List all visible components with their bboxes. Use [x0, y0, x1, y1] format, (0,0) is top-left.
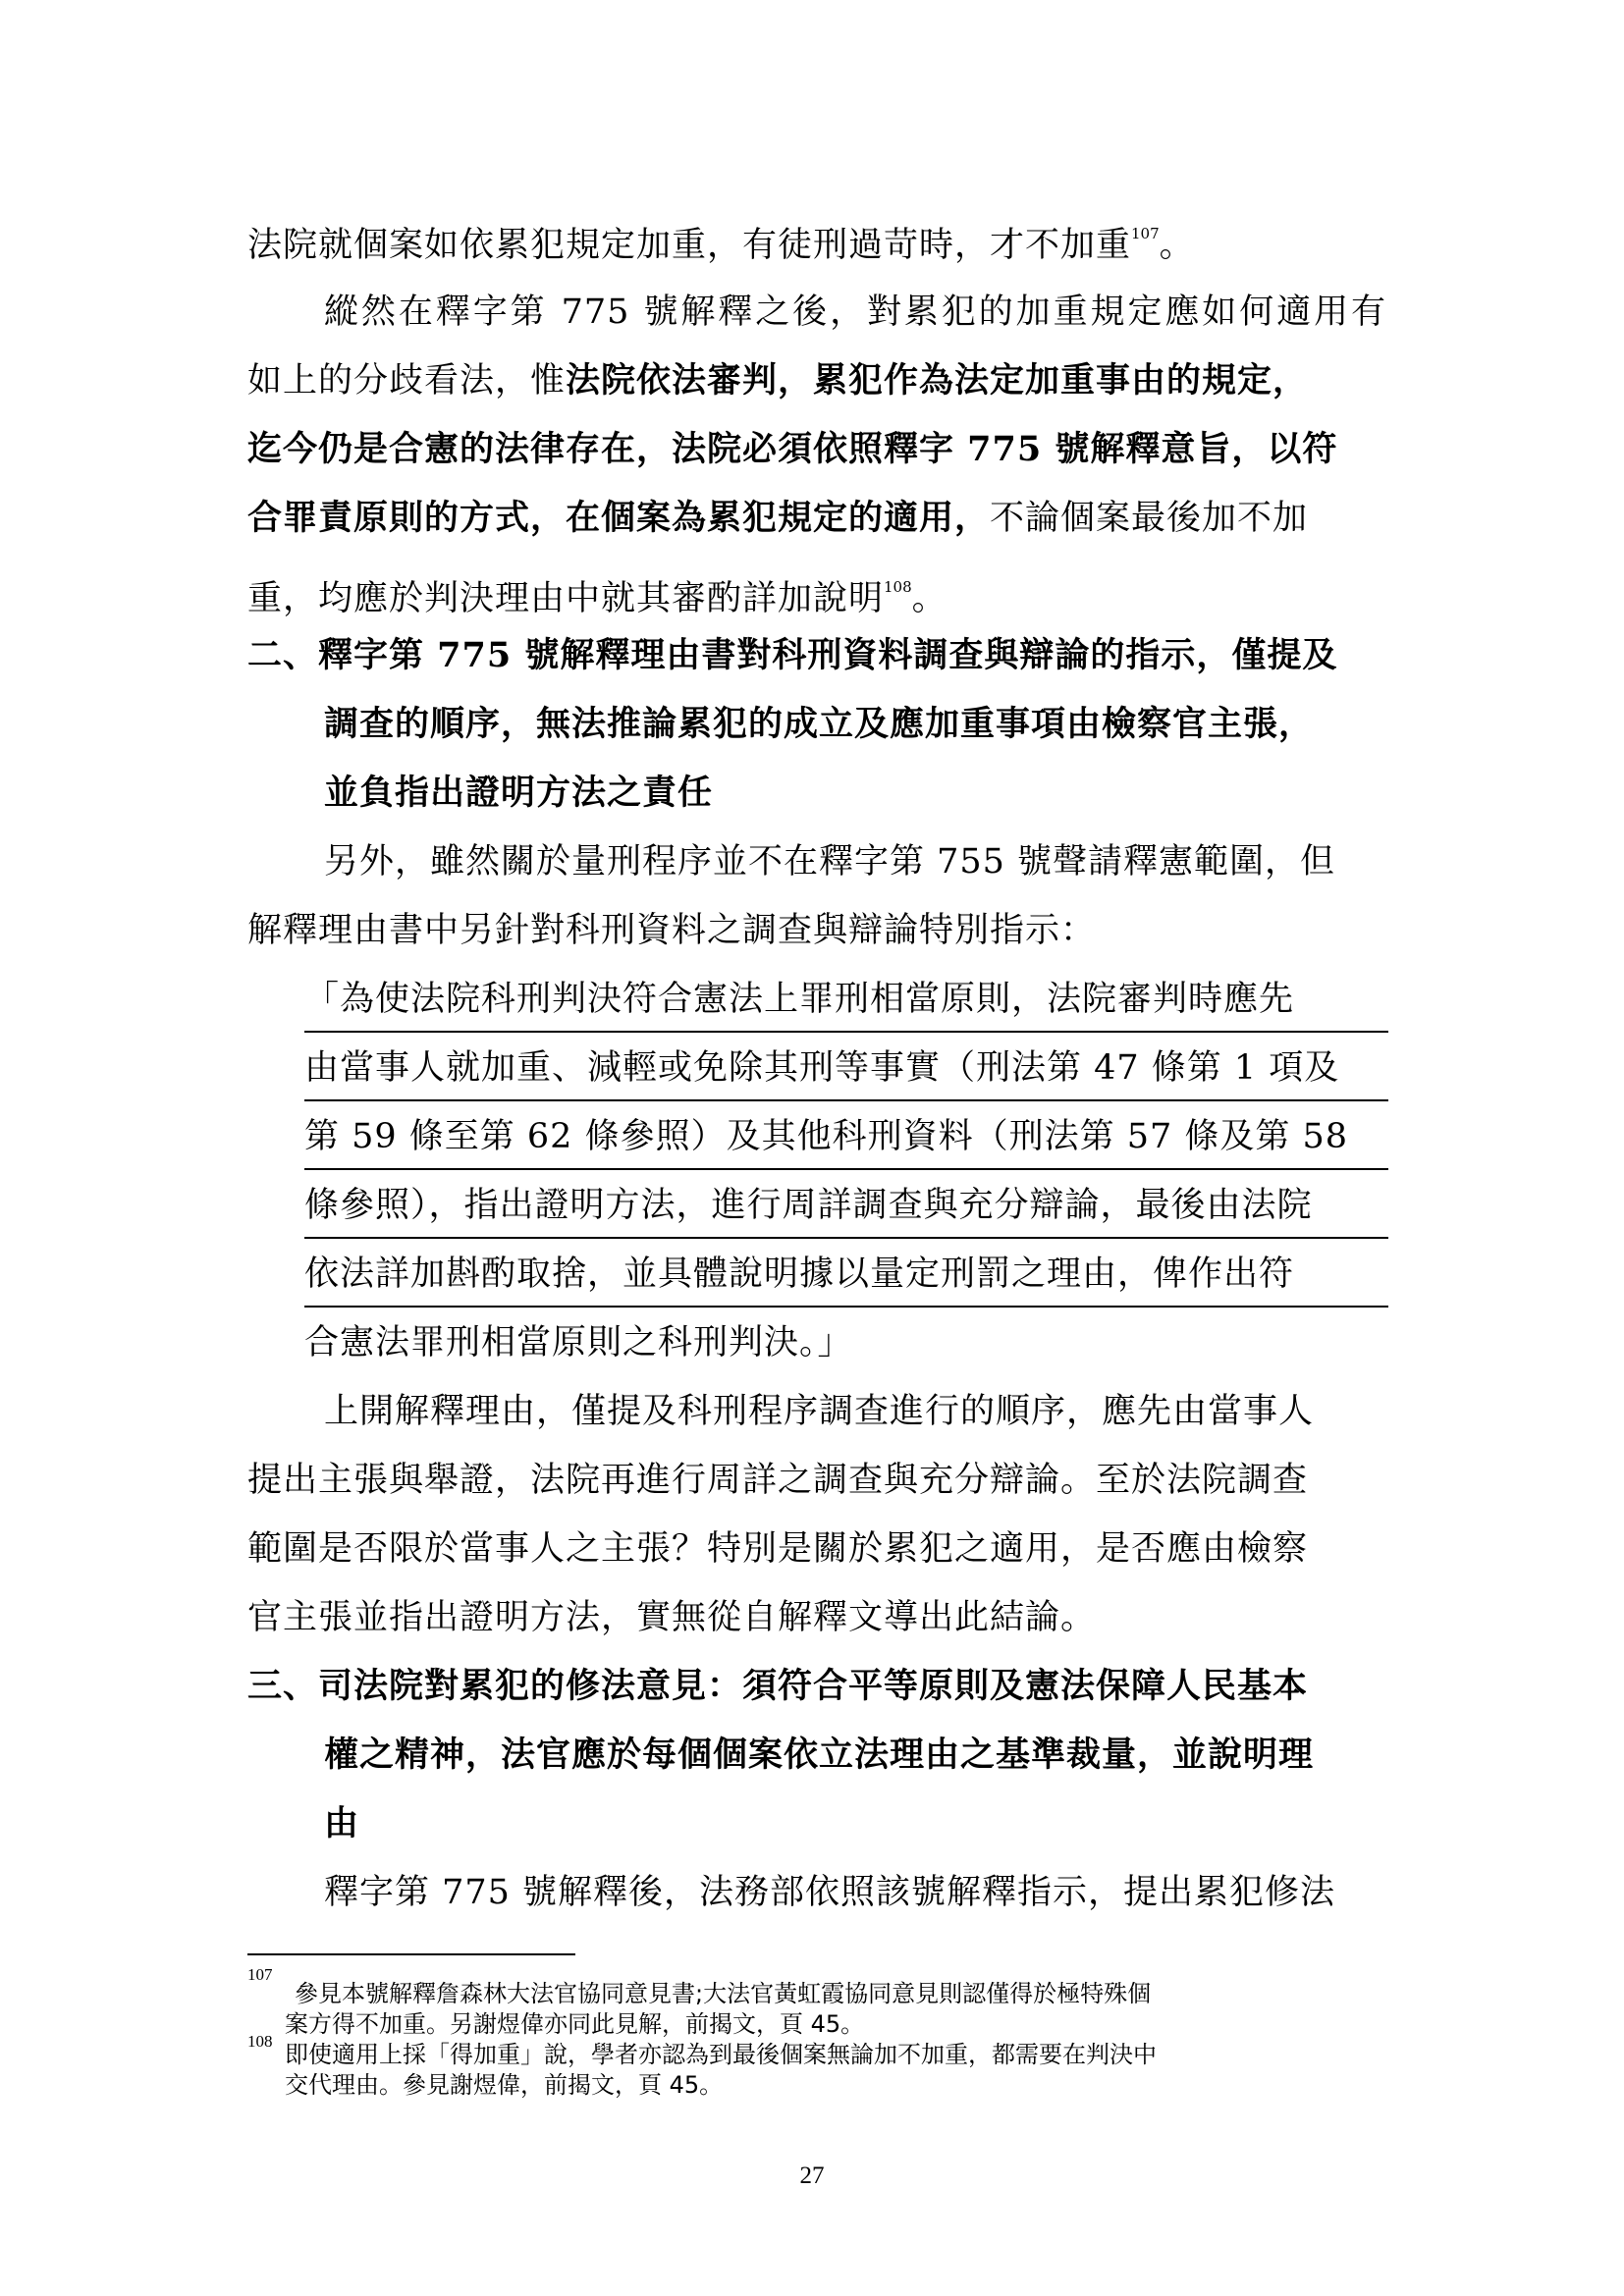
quote-text: 條參照），指出證明方法，進行周詳調查與充分辯論，最後由法院 [304, 1186, 1313, 1225]
body-line-11 [247, 1525, 1308, 1573]
body-line-8 [247, 907, 1096, 954]
body-line-1: 法院就個案如依累犯規定加重，有徒刑過苛時，才不加重$^{107}$。 [247, 225, 1195, 265]
body-text: 重，均應於判決理由中就其審酌詳加說明 [247, 579, 885, 618]
body-line-4 [247, 426, 1386, 473]
body-line-12 [247, 1594, 1096, 1641]
body-text: 如上的分歧看法，惟 [247, 361, 567, 400]
body-text: 不論個案最後加不加 [990, 499, 1309, 538]
quote-text: 合憲法罪刑相當原則之科刑判決。」 [304, 1323, 853, 1362]
footnote-separator [247, 1953, 575, 1955]
quote-text: 由當事人就加重、減輕或免除其刑等事實（刑法第 47 條第 1 項及 [304, 1048, 1340, 1088]
quote-line-3 [304, 1113, 1388, 1170]
section-heading-2-line-3 [324, 770, 713, 817]
body-text: 釋字第 775 號解釋後，法務部依照該號解釋指示，提出累犯修法 [324, 1873, 1336, 1912]
page-number: 27 [799, 2163, 825, 2189]
quote-line-5 [304, 1251, 1388, 1308]
emphasis-text: 法院依法審判，累犯作為法定加重事由的規定， [566, 360, 1309, 400]
emphasis-text: 合罪責原則的方式，在個案為累犯規定的適用， [247, 498, 991, 538]
footnote-107-line-1: 參見本號解釋詹森林大法官協同意見書;大法官黃虹霞協同意見則認僅得於極特殊個 [295, 1980, 1152, 2007]
body-line-2 [324, 289, 1386, 336]
footnote-107-line-2: 案方得不加重。另謝煜偉亦同此見解，前揭文，頁 45。 [285, 2010, 865, 2038]
body-text: 解釋理由書中另針對科刑資料之調查與辯論特別指示： [247, 911, 1097, 950]
body-text: 提出主張與舉證，法院再進行周詳之調查與充分辯論。至於法院調查 [247, 1461, 1309, 1500]
body-text: 法院就個案如依累犯規定加重，有徒刑過苛時，才不加重 [247, 226, 1132, 265]
emphasis-text: 迄今仍是合憲的法律存在，法院必須依照釋字 775 號解釋意旨，以符 [247, 429, 1338, 469]
quote-line-6 [304, 1319, 853, 1366]
body-text: 縱然在釋字第 775 號解釋之後，對累犯的加重規定應如何適用有 [324, 293, 1386, 332]
section-heading: 調查的順序，無法推論累犯的成立及應加重事項由檢察官主張， [324, 704, 1315, 744]
quote-text: 「為使法院科刑判決符合憲法上罪刑相當原則，法院審判時應先 [304, 980, 1295, 1019]
footnote-ref-108[interactable]: 108 [884, 578, 912, 596]
body-line-5 [247, 495, 1386, 542]
section-heading: 三、司法院對累犯的修法意見：須符合平等原則及憲法保障人民基本 [247, 1666, 1309, 1706]
section-heading: 二、釋字第 775 號解釋理由書對科刑資料調查與辯論的指示，僅提及 [247, 635, 1338, 675]
body-text: 範圍是否限於當事人之主張？特別是關於累犯之適用，是否應由檢察 [247, 1529, 1309, 1569]
quote-line-2 [304, 1044, 1388, 1101]
quote-text: 依法詳加斟酌取捨，並具體說明據以量定刑罰之理由，俾作出符 [304, 1255, 1295, 1294]
footnote-number-108: 108 [247, 2032, 273, 2051]
body-text: 官主張並指出證明方法，實無從自解釋文導出此結論。 [247, 1598, 1097, 1637]
body-line-3 [247, 357, 1386, 404]
footnote-number-107: 107 [247, 1965, 273, 1984]
body-line-13 [324, 1869, 1335, 1916]
body-line-10 [247, 1457, 1308, 1504]
section-heading: 並負指出證明方法之責任 [324, 773, 714, 813]
section-heading: 由 [324, 1803, 360, 1843]
footnote-ref-107[interactable]: 107 [1131, 225, 1160, 242]
section-heading-3-line-3 [324, 1800, 359, 1847]
section-heading: 權之精神，法官應於每個個案依立法理由之基準裁量，並說明理 [324, 1735, 1315, 1775]
body-line-7 [324, 838, 1335, 885]
section-heading-3-line-2 [324, 1732, 1314, 1779]
quote-text: 第 59 條至第 62 條參照）及其他科刑資料（刑法第 57 條及第 58 [304, 1117, 1349, 1156]
body-line-6: 重，均應於判決理由中就其審酌詳加說明$^{108}$。 [247, 578, 947, 618]
section-heading-2-line-2 [324, 701, 1314, 748]
section-heading-3-line-1 [247, 1663, 1308, 1710]
body-text: 另外，雖然關於量刑程序並不在釋字第 755 號聲請釋憲範圍，但 [324, 842, 1336, 881]
section-heading-2-line-1 [247, 632, 1337, 679]
quote-line-1 [304, 976, 1388, 1033]
quote-line-4 [304, 1182, 1388, 1239]
body-line-9 [324, 1388, 1314, 1435]
footnote-108-line-2: 交代理由。參見謝煜偉，前揭文，頁 45。 [285, 2071, 724, 2099]
footnote-108-line-1: 即使適用上採「得加重」說，學者亦認為到最後個案無論加不加重，都需要在判決中 [285, 2041, 1157, 2068]
body-text: 上開解釋理由，僅提及科刑程序調查進行的順序，應先由當事人 [324, 1392, 1315, 1431]
